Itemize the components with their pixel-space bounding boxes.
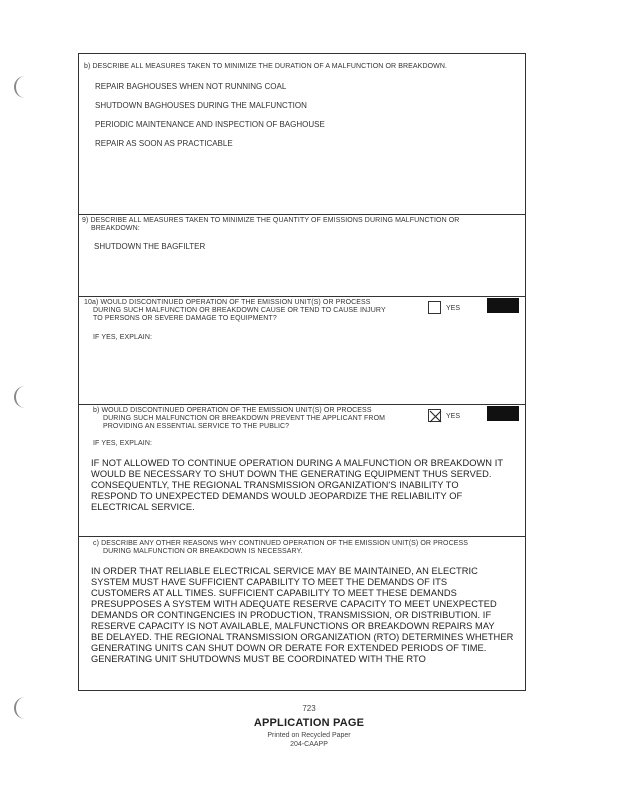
section-9-question-line2: BREAKDOWN: [91,225,140,232]
section-b-answer-1: REPAIR BAGHOUSES WHEN NOT RUNNING COAL [95,82,287,91]
section-10a-redaction-box [487,298,519,313]
section-10a-yes-label: YES [446,305,461,312]
section-c-answer-line6: RESERVE CAPACITY IS NOT AVAILABLE, MALFUNCTIONS OR BREAKDOWN REPAIRS MAY [91,621,495,631]
section-9-answer: SHUTDOWN THE BAGFILTER [94,242,206,251]
section-b [79,54,525,214]
section-c-question-line1: c) DESCRIBE ANY OTHER REASONS WHY CONTINUED OPERATION OF THE EMISSION UNIT(S) OR PROCESS [93,540,469,547]
section-10b-question-line2: DURING SUCH MALFUNCTION OR BREAKDOWN PREVENT THE APPLICANT FROM [103,415,386,422]
footer-printed-note: Printed on Recycled Paper [267,732,351,739]
binder-hole-mark-middle [14,386,28,408]
section-c [79,536,525,691]
section-10b-answer-line5: ELECTRICAL SERVICE. [91,502,195,512]
section-c-answer-line8: GENERATING UNITS CAN SHUT DOWN OR DERATE FOR EXTENDED PERIODS OF TIME. [91,643,487,653]
form-box [78,53,526,691]
section-10a-question-line2: DURING SUCH MALFUNCTION OR BREAKDOWN CAUSE OR TEND TO CAUSE INJURY [93,307,386,314]
section-c-answer-line4: PRESUPPOSES A SYSTEM WITH ADEQUATE RESERVE CAPACITY TO MEET UNEXPECTED [91,599,497,609]
section-10a-question-line3: TO PERSONS OR SEVERE DAMAGE TO EQUIPMENT? [93,315,277,322]
section-c-answer-line1: IN ORDER THAT RELIABLE ELECTRICAL SERVICE MAY BE MAINTAINED, AN ELECTRIC [91,566,478,576]
footer-form-code: 204-CAAPP [290,741,328,748]
section-b-answer-2: SHUTDOWN BAGHOUSES DURING THE MALFUNCTION [95,101,307,110]
section-9 [79,214,525,296]
checkmark-x-icon [429,410,442,423]
section-9-question-line1: 9) DESCRIBE ALL MEASURES TAKEN TO MINIMIZE THE QUANTITY OF EMISSIONS DURING MALFUNCTION OR [82,217,460,224]
section-c-question-line2: DURING MALFUNCTION OR BREAKDOWN IS NECESSARY. [103,548,303,555]
section-c-answer-line9: GENERATING UNIT SHUTDOWNS MUST BE COORDINATED WITH THE RTO [91,654,426,664]
section-10b-yes-label: YES [446,413,461,420]
section-10b-explain-label: IF YES, EXPLAIN: [93,440,153,447]
binder-hole-mark-top [14,76,28,98]
section-c-answer-line3: CUSTOMERS AT ALL TIMES. SUFFICIENT CAPABILITY TO MEET THESE DEMANDS [91,588,457,598]
section-c-answer-line2: SYSTEM MUST HAVE SUFFICIENT CAPABILITY TO MEET THE DEMANDS OF ITS [91,577,448,587]
section-10b-question-line1: b) WOULD DISCONTINUED OPERATION OF THE EMISSION UNIT(S) OR PROCESS [93,407,372,414]
section-10b-question-line3: PROVIDING AN ESSENTIAL SERVICE TO THE PUBLIC? [103,423,290,430]
footer-title: APPLICATION PAGE [253,717,365,729]
section-10b-answer-line3: CONSEQUENTLY, THE REGIONAL TRANSMISSION ORGANIZATION'S INABILITY TO [91,480,459,490]
section-10a-question-line1: 10a) WOULD DISCONTINUED OPERATION OF THE EMISSION UNIT(S) OR PROCESS [84,299,371,306]
section-10b-answer-line4: RESPOND TO UNEXPECTED DEMANDS WOULD JEOPARDIZE THE RELIABILITY OF [91,491,463,501]
section-10b-answer-line2: WOULD BE NECESSARY TO SHUT DOWN THE GENERATING EQUIPMENT THUS SERVED. [91,469,492,479]
section-10a-explain-label: IF YES, EXPLAIN: [93,334,153,341]
section-b-answer-4: REPAIR AS SOON AS PRACTICABLE [95,139,233,148]
section-c-answer-line7: BE DELAYED. THE REGIONAL TRANSMISSION ORGANIZATION (RTO) DETERMINES WHETHER [91,632,514,642]
section-10b-answer-line1: IF NOT ALLOWED TO CONTINUE OPERATION DURING A MALFUNCTION OR BREAKDOWN IT [91,458,504,468]
section-10a [79,296,525,404]
section-10b-redaction-box [487,406,519,421]
section-c-answer-line5: DEMANDS OR CONTINGENCIES IN PRODUCTION, TRANSMISSION, OR DISTRIBUTION. IF [91,610,492,620]
section-b-question: b) DESCRIBE ALL MEASURES TAKEN TO MINIMIZE THE DURATION OF A MALFUNCTION OR BREAKDOWN. [84,63,448,70]
section-b-answer-3: PERIODIC MAINTENANCE AND INSPECTION OF BAGHOUSE [95,120,325,129]
section-10b-yes-checkbox[interactable] [428,409,441,422]
section-10a-yes-checkbox[interactable] [428,301,441,314]
section-10b [79,404,525,536]
page-number: 723 [302,704,316,713]
